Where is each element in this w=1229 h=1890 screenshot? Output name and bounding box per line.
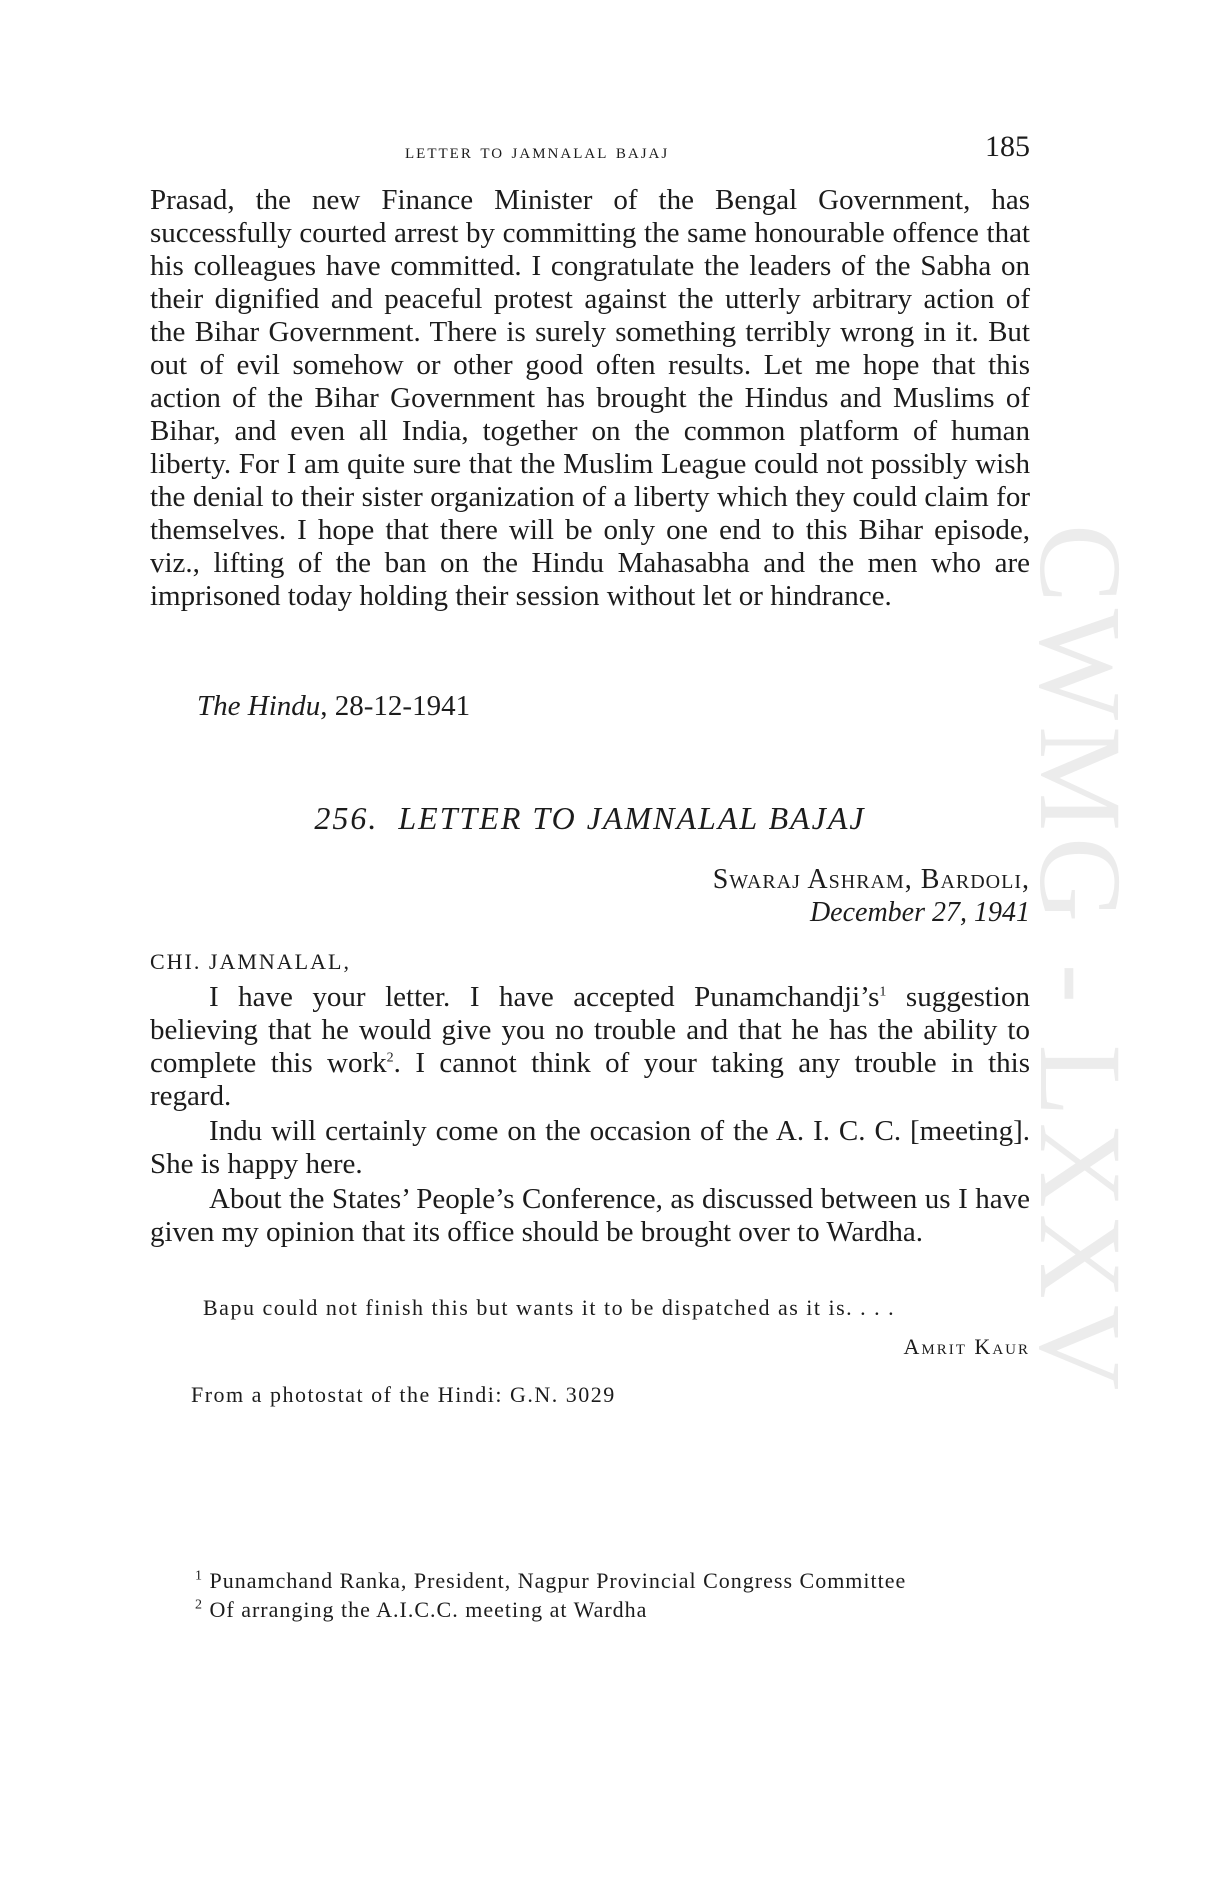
- para1-text-a: I have your letter. I have accepted Punamchandji’s: [209, 981, 880, 1013]
- footnote-ref-2: 2: [386, 1050, 394, 1066]
- page-number: 185: [985, 130, 1030, 163]
- footnote-mark: 1: [195, 1568, 203, 1584]
- continued-paragraph: [150, 184, 1030, 613]
- running-title: letter to jamnalal bajaj: [405, 138, 670, 163]
- letter-place: Swaraj Ashram, Bardoli,: [712, 864, 1030, 895]
- footnote-ref-1: 1: [879, 984, 887, 1000]
- letter-body: [150, 981, 1030, 1251]
- signature: Amrit Kaur: [903, 1334, 1030, 1359]
- letter-heading: [150, 800, 1030, 837]
- footnote-mark: 2: [195, 1597, 203, 1613]
- running-head: [150, 130, 1030, 170]
- source-note: From a photostat of the Hindi: G.N. 3029: [191, 1382, 616, 1407]
- source-citation: [197, 690, 470, 723]
- watermark-text: CWMG - LXXV: [1015, 523, 1146, 1397]
- paragraph-text: Prasad, the new Finance Minister of the Bengal Government, has successfully courted arrest by committing the same honourable offence that his colleagues have committed. I congratulate the leaders of the Sabha on their dignified and peaceful protest against the utterly arbitrary action of the Bihar Government. There is surely something terribly wrong in it. But out of evil somehow or other good often results. Let me hope that this action of the Bihar Government has brought the Hindus and Muslims of Bihar, and even all India, together on the common platform of human liberty. For I am quite sure that the Muslim League could not possibly wish the denial to their sister organization of a liberty which they could claim for themselves. I hope that there will be only one end to this Bihar episode, viz., lifting of the ban on the Hindu Mahasabha and the men who are imprisoned today holding their session without let or hindrance.: [150, 184, 1030, 612]
- footnote-text: Punamchand Ranka, President, Nagpur Provincial Congress Committee: [209, 1568, 907, 1593]
- para1-text-c: . I cannot think of your taking any trouble in this regard.: [150, 1047, 1030, 1112]
- letter-paragraph-3: About the States’ People’s Conference, as discussed between us I have given my opinion that its office should be brought over to Wardha.: [150, 1183, 1030, 1248]
- salutation: CHI. JAMNALAL,: [150, 949, 351, 974]
- source-title: The Hindu: [197, 690, 321, 722]
- footnote-1: [195, 1566, 906, 1595]
- letter-title: LETTER TO JAMNALAL BAJAJ: [398, 800, 866, 836]
- source-date: , 28-12-1941: [320, 690, 471, 722]
- para1-text-b: suggestion believing that he would give you no trouble and that he has the ability to complete this work: [150, 981, 1030, 1079]
- letter-paragraph-2: Indu will certainly come on the occasion of the A. I. C. C. [meeting]. She is happy here.: [150, 1115, 1030, 1180]
- letter-number: 256.: [314, 800, 379, 836]
- letter-paragraph-1: [150, 981, 1030, 1113]
- footnote-2: [195, 1595, 906, 1624]
- postscript-note: Bapu could not finish this but wants it to be dispatched as it is. . . .: [203, 1295, 896, 1320]
- footnote-text: Of arranging the A.I.C.C. meeting at Wardha: [209, 1597, 648, 1622]
- footnotes: [195, 1566, 906, 1624]
- letter-date: December 27, 1941: [809, 897, 1030, 928]
